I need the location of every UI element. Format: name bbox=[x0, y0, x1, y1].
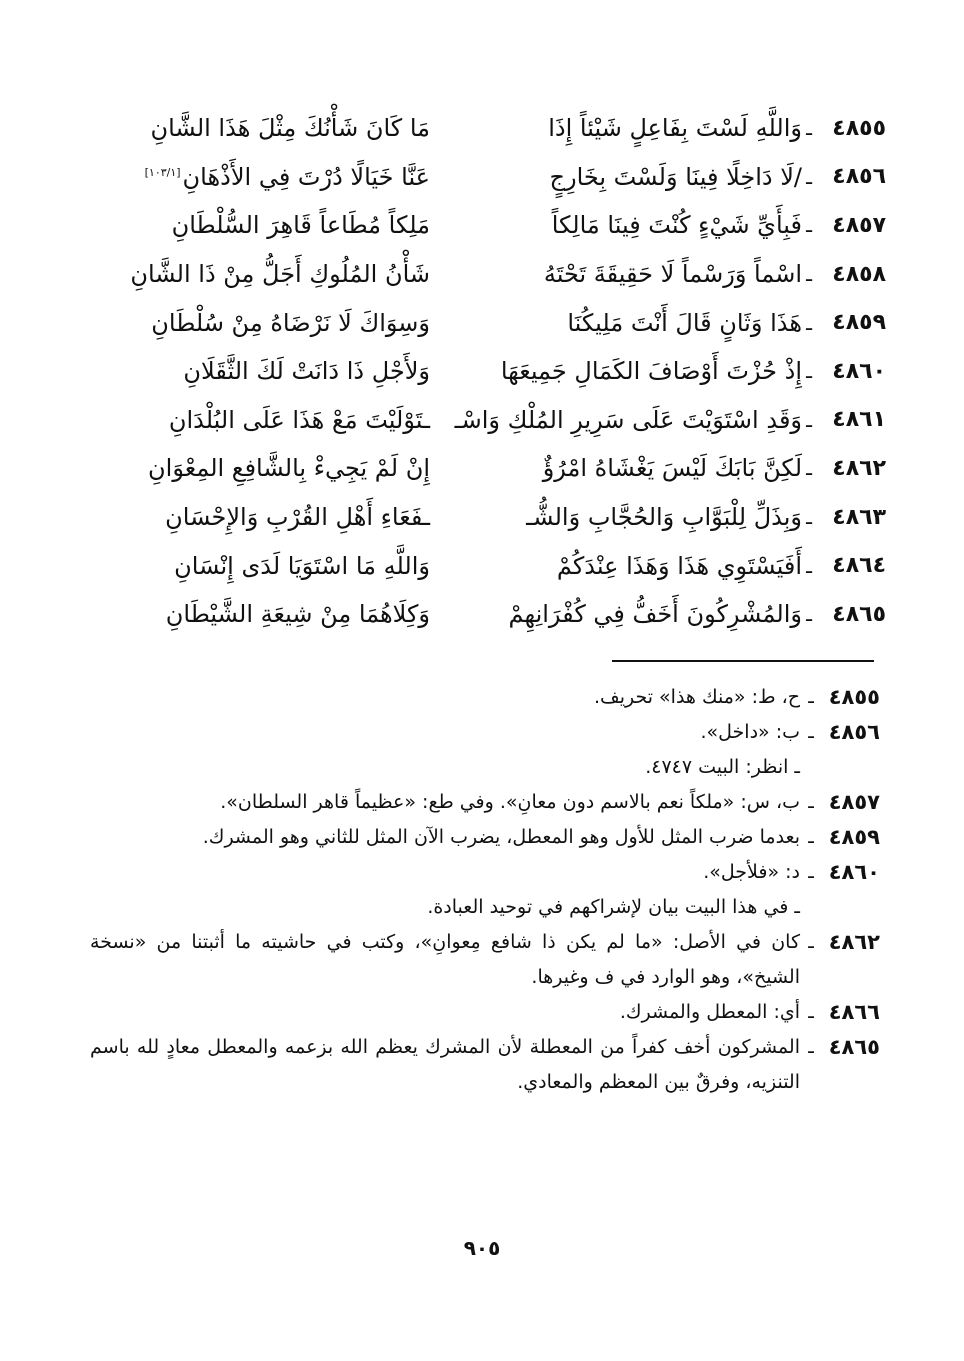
verse-number: ٤٨٦٥ bbox=[832, 601, 886, 627]
verse-dash: ـ bbox=[806, 310, 812, 335]
footnote-dash: ـ bbox=[808, 826, 814, 848]
verse-second-hemistich bbox=[70, 163, 430, 191]
verse-second-hemistich bbox=[70, 114, 430, 142]
verse-dash: ـ bbox=[806, 602, 812, 627]
verse-dash: ـ bbox=[806, 213, 812, 238]
verse-dash: ـ bbox=[806, 359, 812, 384]
footnote-dash: ـ bbox=[808, 1001, 814, 1023]
footnote-text: ح، ط: «منك هذا» تحريف. bbox=[593, 686, 800, 708]
verse-number: ٤٨٦٤ bbox=[832, 553, 886, 579]
footnote-dash: ـ bbox=[808, 861, 814, 883]
verse-row bbox=[60, 396, 886, 445]
footnote-number: ٤٨٦٥ bbox=[828, 1035, 880, 1059]
footnote bbox=[90, 820, 880, 855]
footnote-number: ٤٨٥٧ bbox=[828, 790, 880, 814]
verse-row bbox=[60, 444, 886, 493]
verse-row bbox=[60, 541, 886, 590]
verse-first-hemistich: وَالمُشْرِكُونَ أَخَفُّ فِي كُفْرَانِهِمْ bbox=[508, 600, 802, 629]
footnote bbox=[90, 750, 880, 785]
verse-first-hemistich: هَذَا وَثَانٍ قَالَ أَنْتَ مَلِيكُنَا bbox=[567, 308, 802, 337]
footnote-dash: ـ bbox=[808, 721, 814, 743]
footnote bbox=[90, 1030, 880, 1100]
verse-dash: ـ bbox=[806, 456, 812, 481]
footnote-number: ٤٨٥٦ bbox=[828, 720, 880, 744]
verse-second-hemistich-text: وَسِوَاكَ لَا نَرْضَاهُ مِنْ سُلْطَانِ bbox=[151, 308, 430, 337]
footnote bbox=[90, 855, 880, 890]
verse-dash: ـ bbox=[806, 407, 812, 432]
footnote bbox=[90, 925, 880, 995]
verse-row bbox=[60, 250, 886, 299]
footnote-number: ٤٨٥٥ bbox=[828, 685, 880, 709]
verse-dash: ـ bbox=[806, 164, 812, 189]
verse-second-hemistich-text: شَأْنُ المُلُوكِ أَجَلُّ مِنْ ذَا الشَّانِ bbox=[130, 260, 430, 289]
verse-second-hemistich bbox=[70, 309, 430, 337]
verse-number: ٤٨٥٨ bbox=[832, 261, 886, 287]
verse-second-hemistich-text: مَا كَانَ شَأْنُكَ مِثْلَ هَذَا الشَّانِ bbox=[150, 114, 430, 143]
footnote-text: ب، س: «ملكاً نعم بالاسم دون معانِ». وفي طع: «عظيماً قاهر السلطان». bbox=[220, 791, 800, 813]
footnote-dash: ـ bbox=[808, 931, 814, 953]
verse-row bbox=[60, 153, 886, 202]
verse-row bbox=[60, 347, 886, 396]
footnote-dash: ـ bbox=[808, 791, 814, 813]
manuscript-reference: [١٠٣/١] bbox=[144, 165, 181, 179]
verse-dash: ـ bbox=[806, 262, 812, 287]
verse-number: ٤٨٦١ bbox=[832, 407, 886, 433]
verse-second-hemistich bbox=[70, 552, 430, 580]
footnote-divider bbox=[612, 660, 874, 662]
verse-number: ٤٨٦٢ bbox=[832, 455, 886, 481]
footnote bbox=[90, 785, 880, 820]
verse-second-hemistich-text: إِنْ لَمْ يَجِيءْ بِالشَّافِعِ المِعْوَانِ bbox=[148, 454, 430, 483]
verse-second-hemistich bbox=[70, 260, 430, 288]
footnote-dash: ـ bbox=[808, 686, 814, 708]
verse-row bbox=[60, 590, 886, 639]
footnote-number: ٤٨٦٠ bbox=[828, 860, 880, 884]
footnote-text: ـ انظر: البيت ٤٧٤٧. bbox=[645, 756, 800, 778]
verse-row bbox=[60, 298, 886, 347]
footnote bbox=[90, 890, 880, 925]
verse-second-hemistich-text: وَلأَجْلِ ذَا دَانَتْ لَكَ الثَّقَلَانِ bbox=[183, 357, 430, 386]
verse-dash: ـ bbox=[806, 116, 812, 141]
verse-number: ٤٨٦٣ bbox=[832, 504, 886, 530]
verse-second-hemistich-text: ـفَعَاءِ أَهْلِ القُرْبِ وَالإِحْسَانِ bbox=[165, 503, 430, 532]
verse-second-hemistich bbox=[70, 211, 430, 239]
verse-first-hemistich: /لَا دَاخِلًا فِينَا وَلَسْتَ بِخَارِجٍ bbox=[549, 162, 802, 191]
footnote-text: ب: «داخل». bbox=[700, 721, 800, 743]
verse-first-hemistich: اسْماً وَرَسْماً لَا حَقِيقَةَ تَحْتَهُ bbox=[543, 260, 802, 289]
footnote-text: د: «فلأجل». bbox=[703, 861, 800, 883]
verse-second-hemistich bbox=[70, 503, 430, 531]
verse-second-hemistich-text: وَاللَّهِ مَا اسْتَوَيَا لَدَى إِنْسَانِ bbox=[174, 551, 430, 580]
verse-first-hemistich: أَفَيَسْتَوِي هَذَا وَهَذَا عِنْدَكُمْ bbox=[556, 551, 802, 580]
footnote-text: المشركون أخف كفراً من المعطلة لأن المشرك يعظم الله بزعمه والمعطل معادٍ لله باسم التنزيه، وفرقٌ بين المعظم والمعادي. bbox=[90, 1036, 800, 1093]
footnotes-block bbox=[90, 680, 880, 1100]
verse-dash: ـ bbox=[806, 505, 812, 530]
verse-second-hemistich bbox=[70, 454, 430, 482]
verse-second-hemistich bbox=[70, 600, 430, 628]
footnote-number: ٤٨٥٩ bbox=[828, 825, 880, 849]
verse-row bbox=[60, 201, 886, 250]
verse-row bbox=[60, 104, 886, 153]
verse-second-hemistich bbox=[70, 357, 430, 385]
verse-first-hemistich: وَاللَّهِ لَسْتَ بِفَاعِلٍ شَيْئاً إِذَا bbox=[548, 114, 802, 143]
verse-dash: ـ bbox=[806, 553, 812, 578]
footnote bbox=[90, 715, 880, 750]
verse-second-hemistich bbox=[70, 406, 430, 434]
verse-number: ٤٨٦٠ bbox=[832, 358, 886, 384]
footnote-number: ٤٨٦٢ bbox=[828, 930, 880, 954]
footnote-text: بعدما ضرب المثل للأول وهو المعطل، يضرب الآن المثل للثاني وهو المشرك. bbox=[202, 826, 800, 848]
verse-number: ٤٨٥٩ bbox=[832, 310, 886, 336]
verse-number: ٤٨٥٦ bbox=[832, 164, 886, 190]
verse-second-hemistich-text: عَنَّا خَيَالًا دُرْتَ فِي الأَذْهَانِ bbox=[182, 162, 430, 191]
verse-second-hemistich-text: وَكِلَاهُمَا مِنْ شِيعَةِ الشَّيْطَانِ bbox=[165, 600, 430, 629]
footnote-text: كان في الأصل: «ما لم يكن ذا شافع مِعوانِ»، وكتب في حاشيته ما أثبتنا من «نسخة الشيخ»، وهو الوارد في ف وغيرها. bbox=[90, 931, 800, 988]
verse-second-hemistich-text: مَلِكاً مُطَاعاً قَاهِرَ السُّلْطَانِ bbox=[171, 211, 430, 240]
verse-second-hemistich-text: ـتَوْلَيْتَ مَعْ هَذَا عَلَى البُلْدَانِ bbox=[168, 405, 430, 434]
footnote-text: ـ في هذا البيت بيان لإشراكهم في توحيد العبادة. bbox=[427, 896, 800, 918]
footnote-number: ٤٨٦٦ bbox=[828, 1000, 880, 1024]
verse-number: ٤٨٥٥ bbox=[832, 115, 886, 141]
page-number: ٩٠٥ bbox=[463, 1236, 501, 1260]
footnote bbox=[90, 995, 880, 1030]
verse-first-hemistich: فَبِأَيِّ شَيْءٍ كُنْتَ فِينَا مَالِكاً bbox=[551, 211, 802, 240]
verse-row bbox=[60, 493, 886, 542]
footnote bbox=[90, 680, 880, 715]
footnote-dash: ـ bbox=[808, 1036, 814, 1058]
verse-first-hemistich: وَقَدِ اسْتَوَيْتَ عَلَى سَرِيرِ المُلْكِ وَاسْـ bbox=[454, 405, 802, 434]
verses-block bbox=[60, 104, 886, 639]
verse-first-hemistich: إِذْ حُزْتَ أَوْصَافَ الكَمَالِ جَمِيعَهَا bbox=[500, 357, 802, 386]
verse-number: ٤٨٥٧ bbox=[832, 212, 886, 238]
verse-first-hemistich: لَكِنَّ بَابَكَ لَيْسَ يَغْشَاهُ امْرُؤٌ bbox=[542, 454, 802, 483]
verse-first-hemistich: وَبِذَلِّ لِلْبَوَّابِ وَالحُجَّابِ وَالشُّـ bbox=[526, 503, 802, 532]
footnote-text: أي: المعطل والمشرك. bbox=[619, 1001, 800, 1023]
